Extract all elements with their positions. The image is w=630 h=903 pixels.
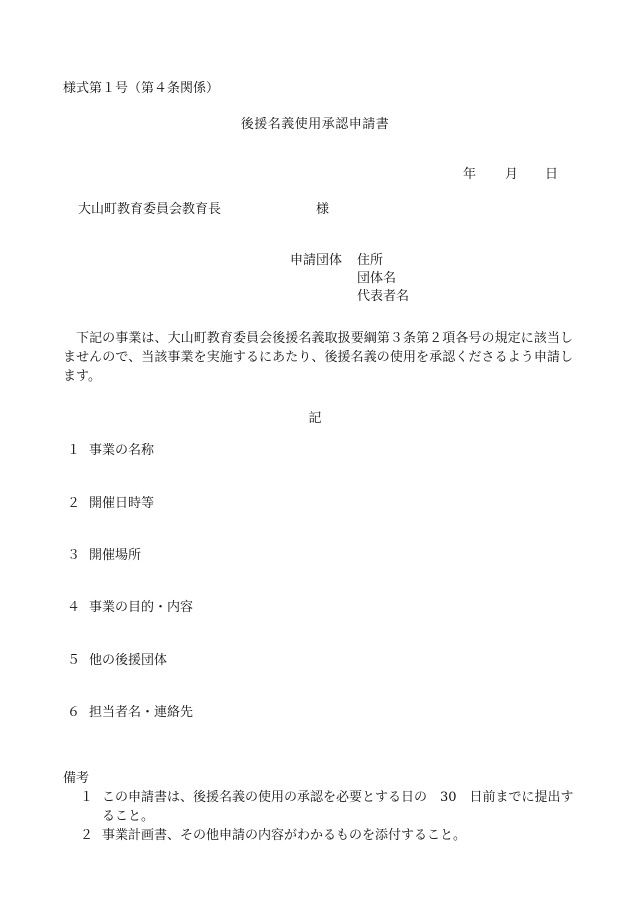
applicant-label: 申請団体 — [290, 253, 343, 268]
item-number: ２ — [67, 496, 81, 511]
note-text: この申請書は、後援名義の使用の承認を必要とする日の 30 日前までに提出すること。 — [102, 790, 574, 824]
item-number: ４ — [67, 600, 81, 615]
form-number: 様式第１号（第４条関係） — [63, 81, 220, 96]
item-date-time — [67, 497, 154, 510]
item-venue — [67, 549, 141, 562]
item-other-sponsors — [67, 654, 167, 667]
remarks-note — [80, 826, 580, 845]
note-number: １ — [80, 790, 94, 805]
note-number: ２ — [80, 828, 94, 843]
applicant-representative-label: 代表者名 — [357, 289, 410, 304]
item-label: 他の後援団体 — [89, 653, 168, 668]
item-label: 開催日時等 — [89, 496, 155, 511]
item-label: 事業の目的・内容 — [89, 600, 194, 615]
document-title: 後援名義使用承認申請書 — [240, 117, 390, 132]
item-label: 事業の名称 — [89, 443, 155, 458]
applicant-group-name-label: 団体名 — [357, 271, 397, 286]
remarks-heading: 備考 — [63, 771, 90, 786]
item-number: １ — [67, 443, 81, 458]
item-contact-person — [67, 706, 193, 719]
date-day-label: 日 — [545, 167, 559, 182]
body-text: 下記の事業は、大山町教育委員会後援名義取扱要綱第３条第２項各号の規定に該当しませんので、当該事業を実施するにあたり、後援名義の使用を承認くださるよう申請します。 — [63, 331, 573, 384]
item-number: ３ — [67, 548, 81, 563]
item-label: 開催場所 — [89, 548, 142, 563]
item-number: ６ — [67, 705, 81, 720]
date-month-label: 月 — [505, 167, 519, 182]
applicant-fields — [357, 254, 409, 308]
addressee: 大山町教育委員会教育長 — [78, 202, 222, 217]
note-text: 事業計画書、その他申請の内容がわかるものを添付すること。 — [102, 828, 467, 843]
item-number: ５ — [67, 653, 81, 668]
ki-heading: 記 — [308, 411, 322, 426]
date-year-label: 年 — [463, 167, 477, 182]
item-event-name — [67, 444, 154, 457]
item-label: 担当者名・連絡先 — [89, 705, 194, 720]
applicant-address-label: 住所 — [357, 253, 384, 268]
item-purpose-content — [67, 601, 193, 614]
remarks-note — [80, 788, 580, 826]
honorific: 様 — [316, 202, 330, 217]
